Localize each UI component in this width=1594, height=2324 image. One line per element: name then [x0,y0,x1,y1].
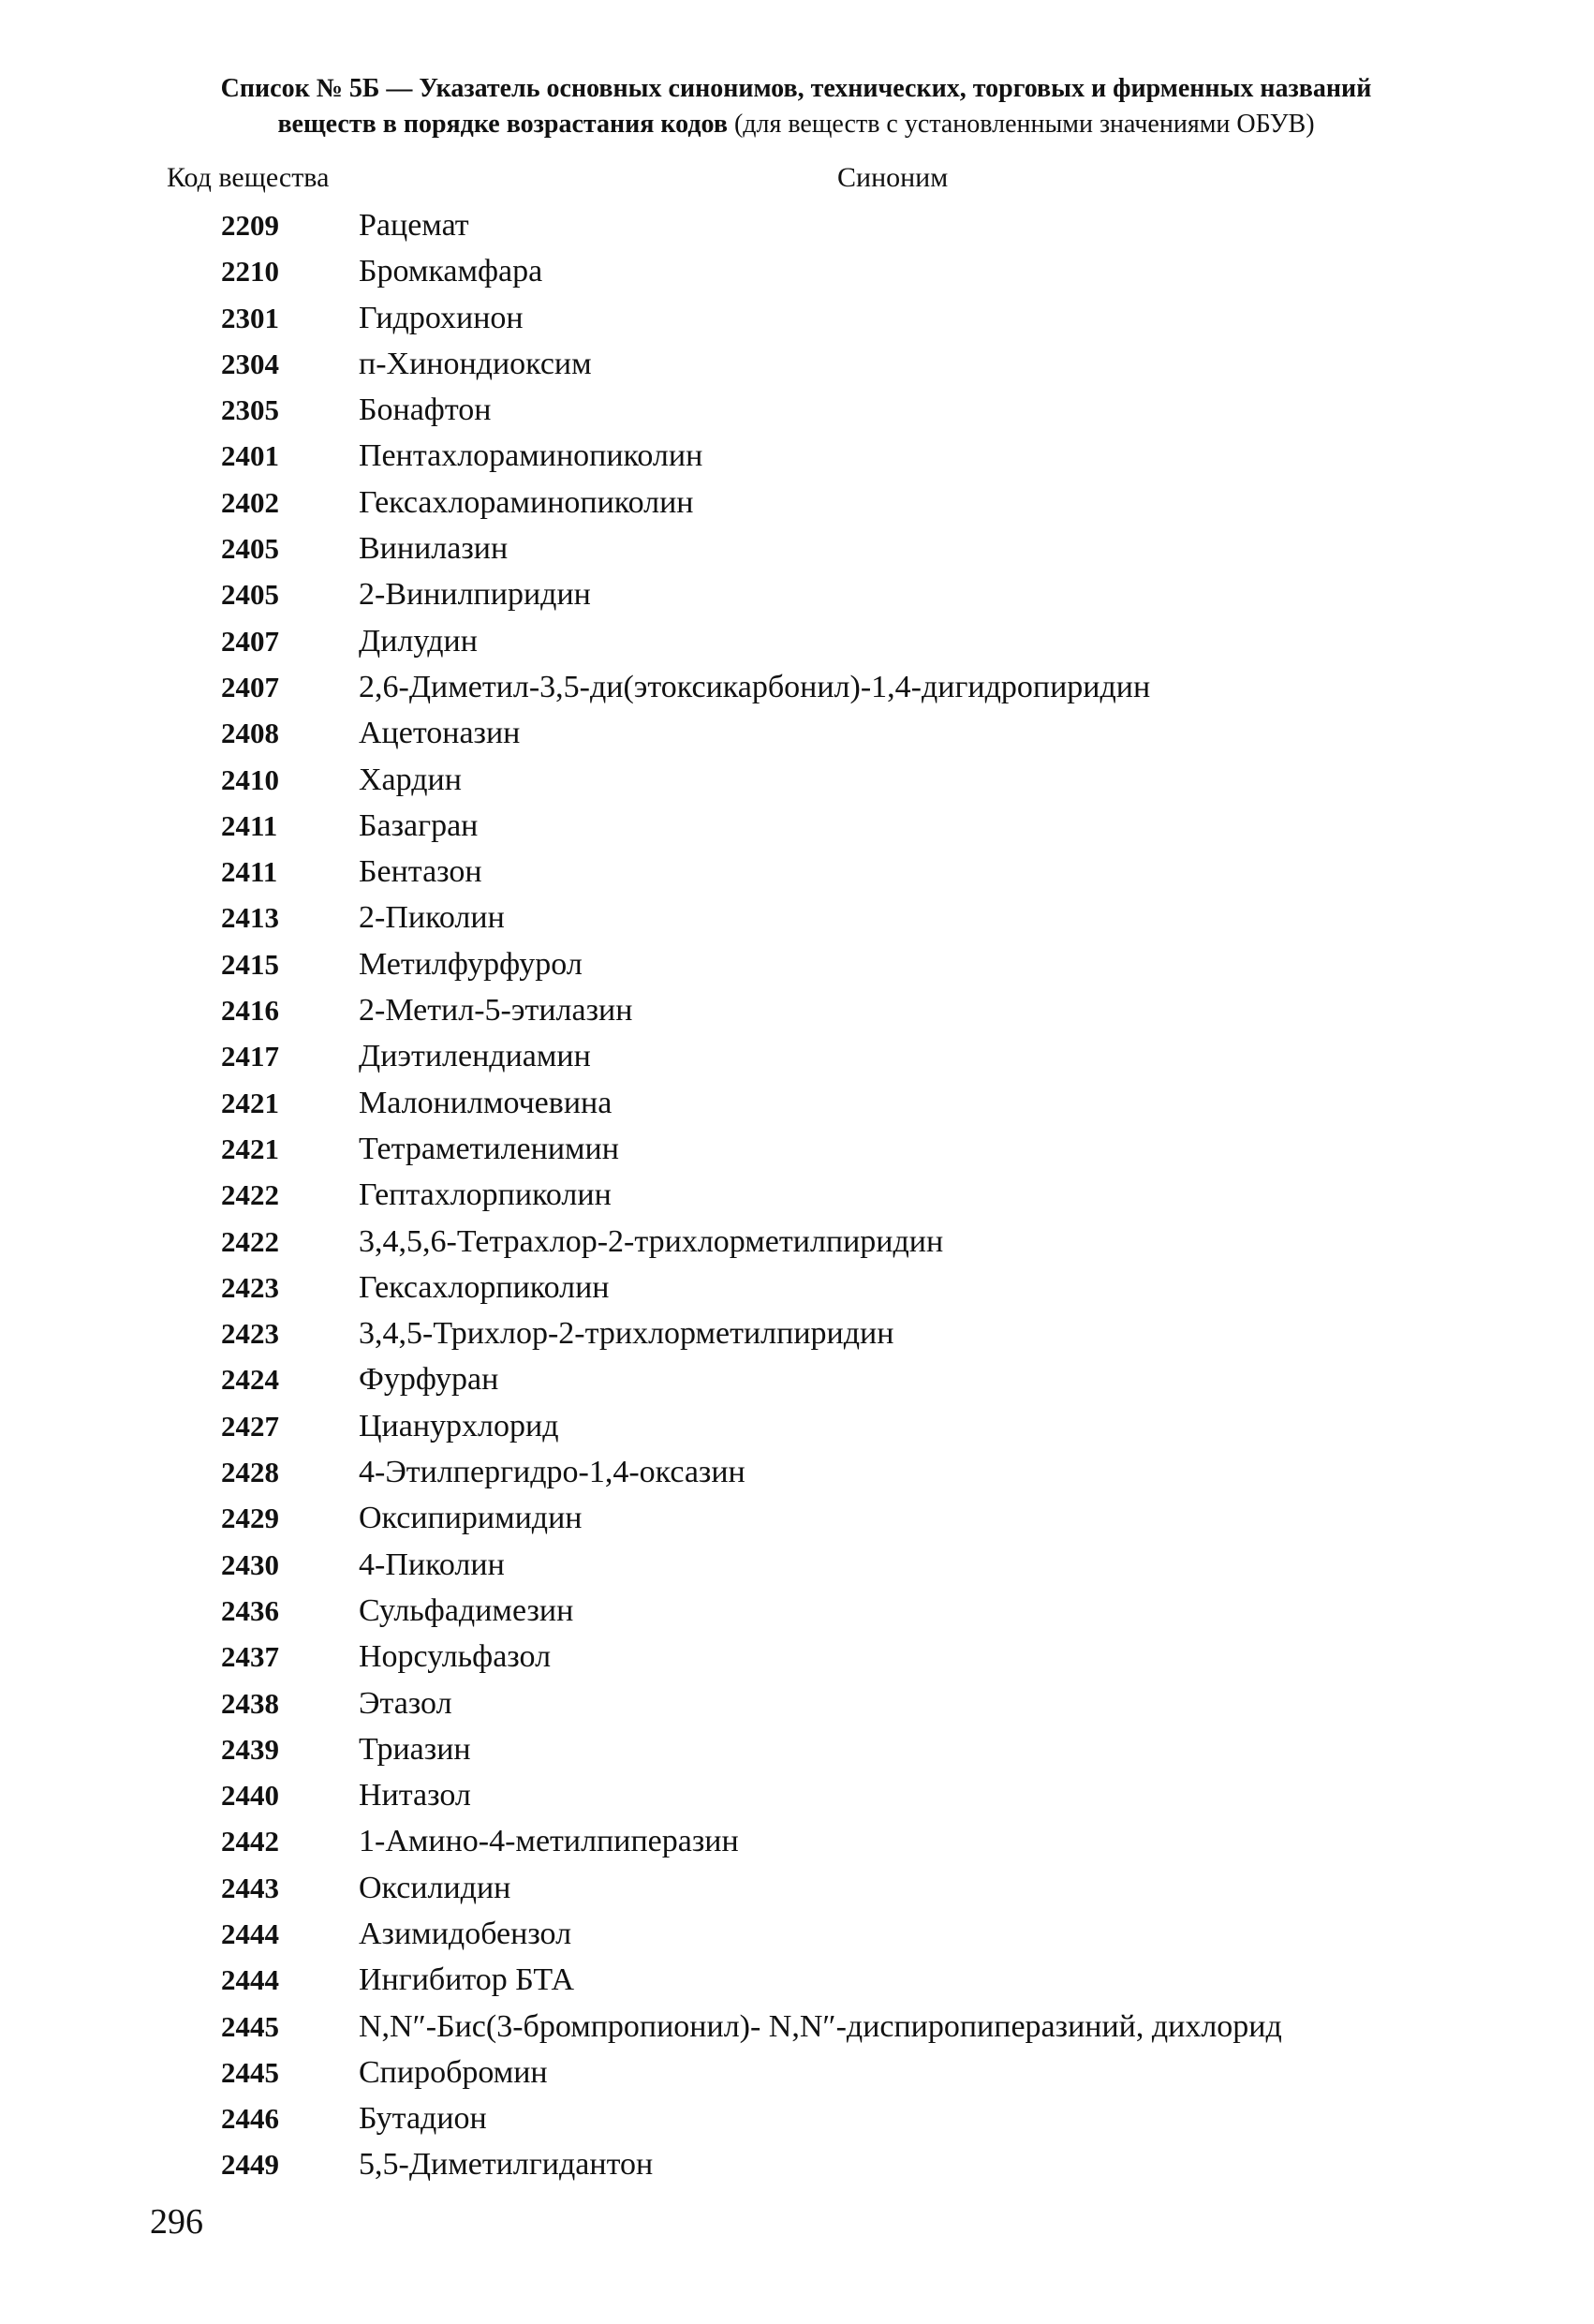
substance-code: 2405 [221,578,279,612]
substance-code: 2422 [221,1224,279,1258]
table-row [0,1172,1594,1218]
table-row [0,1726,1594,1772]
table-row [0,1542,1594,1588]
substance-synonym: п-Хинондиоксим [359,346,592,381]
table-row [0,341,1594,387]
substance-code: 2436 [221,1593,279,1627]
table-row [0,1818,1594,1864]
list-title [140,71,1452,142]
substance-code: 2304 [221,347,279,380]
substance-synonym: Тетраметиленимин [359,1131,619,1166]
substance-code: 2423 [221,1270,279,1304]
substance-synonym: Сульфадимезин [359,1592,574,1628]
substance-synonym: Гидрохинон [359,300,524,335]
table-row [0,1126,1594,1172]
substance-synonym: Диэтилендиамин [359,1039,591,1074]
substance-code: 2411 [221,808,278,842]
title-line-1-text: Список № 5Б — Указатель основных синонимов, технических, торговых и фирменных названий [220,74,1372,103]
substance-synonym: N,N″-Бис(3-бромпропионил)- N,N″-диспиропиперазиний, дихлорид [359,2008,1282,2044]
table-row [0,1449,1594,1495]
substance-code: 2438 [221,1686,279,1720]
substance-code: 2209 [221,209,279,242]
substance-synonym: Этазол [359,1685,452,1721]
substance-code: 2416 [221,994,279,1028]
table-row [0,248,1594,294]
table-row [0,664,1594,710]
substance-code: 2421 [221,1132,279,1165]
table-row [0,433,1594,479]
table-row [0,2004,1594,2050]
substance-code: 2430 [221,1547,279,1581]
table-row [0,387,1594,433]
table-row [0,803,1594,849]
table-row [0,1219,1594,1265]
substance-synonym: Малонилмочевина [359,1085,613,1120]
table-row [0,757,1594,803]
substance-code: 2421 [221,1086,279,1119]
substance-code: 2401 [221,439,279,473]
substance-synonym: Винилазин [359,531,509,567]
substance-synonym: Дилудин [359,623,478,659]
substance-code: 2445 [221,2009,279,2043]
substance-synonym: Оксилидин [359,1870,511,1905]
substance-code: 2407 [221,624,279,658]
table-row [0,1033,1594,1079]
substance-code: 2407 [221,670,279,703]
substance-code: 2446 [221,2102,279,2136]
title-line-1 [140,71,1452,107]
substance-code: 2423 [221,1317,279,1351]
substance-code: 2427 [221,1409,279,1443]
table-row [0,710,1594,756]
substance-synonym: Оксипиримидин [359,1501,583,1536]
substance-synonym: Бутадион [359,2101,487,2137]
substance-code: 2442 [221,1825,279,1858]
table-row [0,295,1594,341]
substance-synonym: 5,5-Диметилгидантон [359,2147,654,2183]
table-row [0,1957,1594,2003]
substance-synonym: 1-Амино-4-метилпиперазин [359,1824,739,1859]
table-row [0,2050,1594,2095]
table-row [0,2141,1594,2187]
table-row [0,525,1594,571]
substance-synonym: Бромкамфара [359,254,543,289]
substance-synonym: Хардин [359,762,462,797]
table-row [0,1634,1594,1680]
substance-code: 2405 [221,532,279,566]
substance-synonym: Базагран [359,807,479,843]
table-row [0,2095,1594,2141]
substance-synonym: Триазин [359,1731,471,1767]
substance-synonym: Ацетоназин [359,716,521,751]
synonym-table [0,202,1594,2188]
substance-synonym: 2-Пиколин [359,900,505,936]
substance-synonym: 2-Метил-5-этилазин [359,993,633,1029]
substance-code: 2449 [221,2148,279,2182]
table-row [0,1495,1594,1541]
substance-synonym: Пентахлораминопиколин [359,438,703,474]
substance-code: 2428 [221,1456,279,1489]
table-row [0,1772,1594,1818]
substance-code: 2437 [221,1640,279,1674]
substance-code: 2410 [221,762,279,796]
substance-synonym: Гексахлораминопиколин [359,484,694,520]
title-line-2-bold-text: веществ в порядке возрастания кодов [277,110,728,139]
substance-code: 2440 [221,1779,279,1813]
substance-code: 2301 [221,301,279,334]
substance-code: 2415 [221,947,279,981]
substance-code: 2413 [221,901,279,935]
substance-code: 2439 [221,1732,279,1766]
substance-code: 2417 [221,1040,279,1073]
substance-synonym: Норсульфазол [359,1639,552,1675]
substance-synonym: Гексахлорпиколин [359,1269,610,1305]
substance-synonym: 3,4,5-Трихлор-2-трихлорметилпиридин [359,1316,894,1352]
title-line-2 [140,107,1452,142]
table-row [0,987,1594,1033]
substance-code: 2411 [221,855,278,889]
table-row [0,895,1594,940]
table-row [0,941,1594,987]
table-row [0,618,1594,664]
substance-code: 2443 [221,1871,279,1904]
substance-synonym: Азимидобензол [359,1916,572,1951]
substance-synonym: Спиробромин [359,2054,548,2090]
table-row [0,1680,1594,1726]
table-row [0,1403,1594,1449]
title-line-2-note: (для веществ с установленными значениями ОБУВ) [727,110,1315,139]
substance-synonym: 4-Пиколин [359,1547,505,1582]
table-row [0,202,1594,248]
substance-code: 2445 [221,2055,279,2089]
substance-code: 2444 [221,1963,279,1997]
table-row [0,849,1594,895]
substance-synonym: 3,4,5,6-Тетрахлор-2-трихлорметилпиридин [359,1223,944,1259]
substance-synonym: 2,6-Диметил-3,5-ди(этоксикарбонил)-1,4-дигидропиридин [359,669,1151,704]
column-header-synonym: Синоним [837,162,949,193]
substance-code: 2424 [221,1363,279,1397]
substance-synonym: Бонафтон [359,392,492,428]
substance-code: 2402 [221,485,279,519]
table-row [0,1865,1594,1911]
table-row [0,1356,1594,1402]
table-row [0,1310,1594,1356]
substance-code: 2444 [221,1917,279,1950]
substance-synonym: Нитазол [359,1778,471,1813]
column-header-code: Код вещества [167,162,330,193]
substance-code: 2210 [221,255,279,289]
page-number: 296 [150,2202,203,2242]
table-row [0,1080,1594,1126]
substance-synonym: Гептахлорпиколин [359,1177,612,1213]
substance-code: 2408 [221,717,279,750]
table-row [0,571,1594,617]
substance-synonym: Фурфуран [359,1362,499,1398]
table-row [0,1588,1594,1634]
table-row [0,1265,1594,1310]
table-row [0,480,1594,525]
substance-synonym: Метилфурфурол [359,946,583,982]
substance-synonym: Цианурхлорид [359,1408,559,1443]
substance-code: 2429 [221,1502,279,1535]
substance-synonym: 4-Этилпергидро-1,4-оксазин [359,1455,745,1490]
table-row [0,1911,1594,1957]
substance-synonym: Ингибитор БТА [359,1962,574,1998]
substance-synonym: 2-Винилпиридин [359,577,591,613]
substance-code: 2422 [221,1178,279,1212]
substance-code: 2305 [221,393,279,427]
substance-synonym: Бентазон [359,854,482,890]
substance-synonym: Рацемат [359,208,469,243]
